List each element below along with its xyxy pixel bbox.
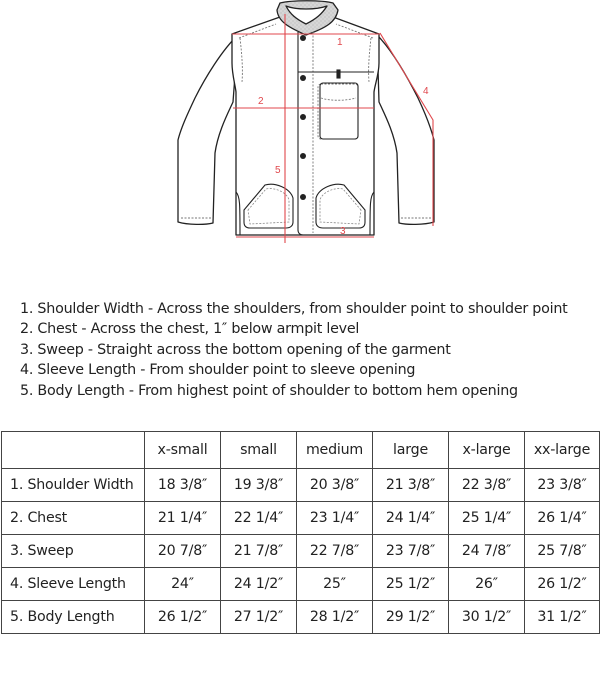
table-cell: 30 1/2″: [449, 601, 525, 634]
size-table: [1, 431, 600, 634]
label-2: 2: [258, 96, 264, 107]
table-cell: 20 3/8″: [297, 469, 373, 502]
table-cell: 23 7/8″: [373, 535, 449, 568]
table-cell: 25 1/4″: [449, 502, 525, 535]
row-label: 1. Shoulder Width: [2, 469, 145, 502]
table-cell: 25″: [297, 568, 373, 601]
table-cell: 27 1/2″: [221, 601, 297, 634]
table-row-shoulder-width: [2, 469, 600, 502]
jacket-body: [232, 17, 379, 235]
legend-item-sleeve-length: 4. Sleeve Length - From shoulder point to sleeve opening: [20, 362, 416, 379]
table-cell: 20 7/8″: [145, 535, 221, 568]
header-large: large: [373, 432, 449, 469]
header-small: small: [221, 432, 297, 469]
button-1: [300, 35, 306, 41]
legend-item-shoulder-width: 1. Shoulder Width - Across the shoulders, from shoulder point to shoulder point: [20, 301, 568, 317]
table-cell: 23 3/8″: [525, 469, 600, 502]
jacket-outline: [178, 1, 434, 235]
right-sleeve: [377, 35, 434, 224]
row-label: 2. Chest: [2, 502, 145, 535]
table-cell: 25 1/2″: [373, 568, 449, 601]
table-cell: 24 1/4″: [373, 502, 449, 535]
button-2: [300, 75, 306, 81]
row-label: 5. Body Length: [2, 601, 145, 634]
table-row-chest: [2, 502, 600, 535]
label-1: 1: [337, 37, 343, 48]
left-sleeve: [178, 35, 238, 224]
table-cell: 21 7/8″: [221, 535, 297, 568]
label-3: 3: [340, 226, 346, 237]
header-x-small: x-small: [145, 432, 221, 469]
table-cell: 24 1/2″: [221, 568, 297, 601]
table-cell: 26″: [449, 568, 525, 601]
table-cell: 31 1/2″: [525, 601, 600, 634]
table-cell: 21 3/8″: [373, 469, 449, 502]
jacket-illustration: [0, 0, 600, 260]
table-cell: 26 1/2″: [525, 568, 600, 601]
legend-item-chest: 2. Chest - Across the chest, 1″ below armpit level: [20, 321, 360, 338]
legend-item-sweep: 3. Sweep - Straight across the bottom opening of the garment: [20, 341, 451, 358]
table-cell: 25 7/8″: [525, 535, 600, 568]
button-4: [300, 153, 306, 159]
header-x-large: x-large: [449, 432, 525, 469]
table-cell: 26 1/4″: [525, 502, 600, 535]
table-cell: 24″: [145, 568, 221, 601]
table-row-sweep: [2, 535, 600, 568]
button-5: [300, 194, 306, 200]
table-row-body-length: [2, 601, 600, 634]
table-cell: 24 7/8″: [449, 535, 525, 568]
header-xx-large: xx-large: [525, 432, 600, 469]
row-label: 3. Sweep: [2, 535, 145, 568]
label-4: 4: [423, 86, 429, 97]
measurement-legend: [20, 299, 600, 401]
table-cell: 19 3/8″: [221, 469, 297, 502]
table-row-sleeve-length: [2, 568, 600, 601]
table-cell: 22 3/8″: [449, 469, 525, 502]
table-header-row: [2, 432, 600, 469]
label-5: 5: [275, 165, 281, 176]
header-corner-cell: [2, 432, 145, 469]
table-cell: 26 1/2″: [145, 601, 221, 634]
legend-item-body-length: 5. Body Length - From highest point of shoulder to bottom hem opening: [20, 382, 518, 399]
table-cell: 21 1/4″: [145, 502, 221, 535]
table-cell: 22 1/4″: [221, 502, 297, 535]
table-cell: 23 1/4″: [297, 502, 373, 535]
button-3: [300, 114, 306, 120]
table-cell: 22 7/8″: [297, 535, 373, 568]
header-medium: medium: [297, 432, 373, 469]
table-cell: 29 1/2″: [373, 601, 449, 634]
table-cell: 18 3/8″: [145, 469, 221, 502]
table-cell: 28 1/2″: [297, 601, 373, 634]
row-label: 4. Sleeve Length: [2, 568, 145, 601]
